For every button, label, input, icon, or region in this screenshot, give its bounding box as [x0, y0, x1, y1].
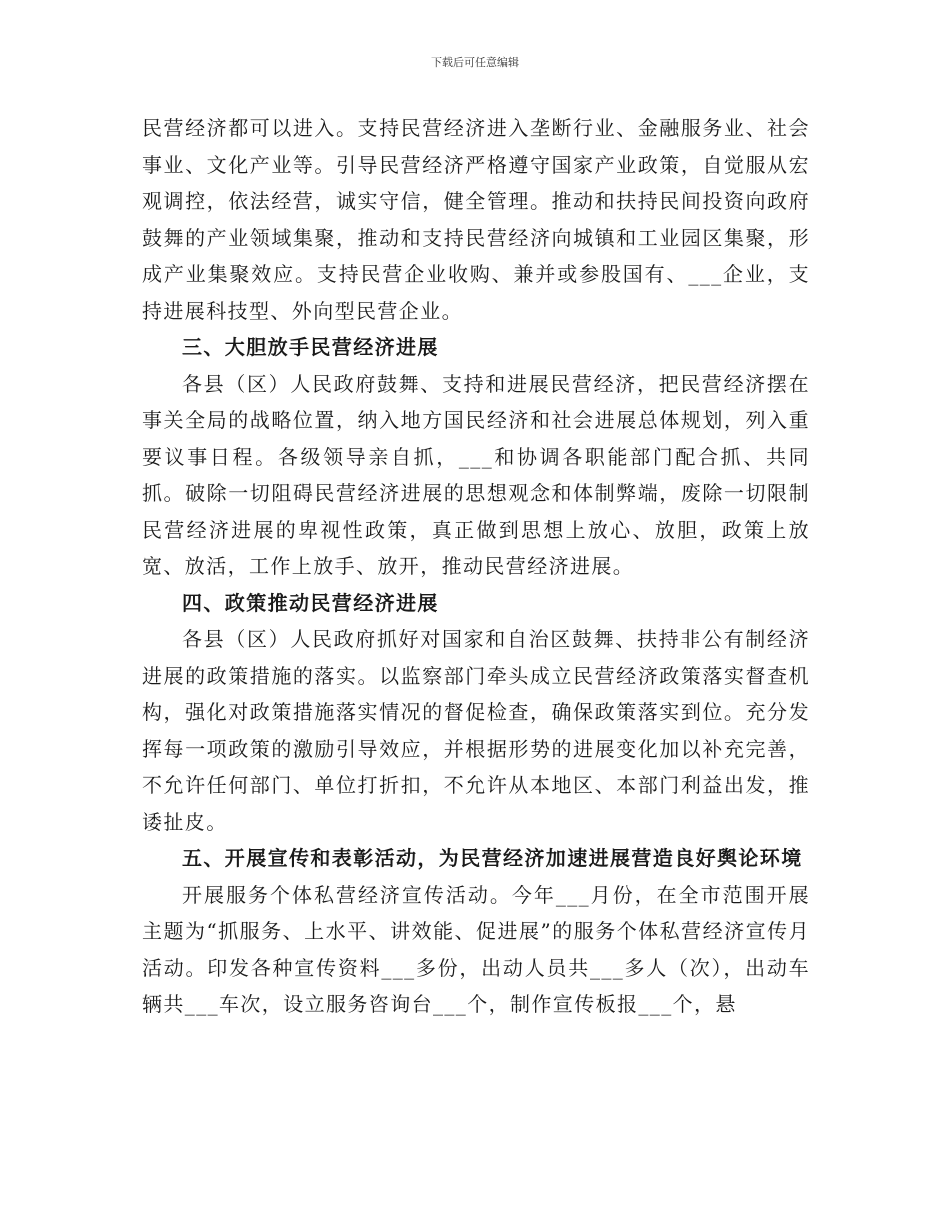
paragraph-section-5: 开展服务个体私营经济宣传活动。今年___月份，在全市范围开展主题为“抓服务、上水平、讲效能、促进展”的服务个体私营经济宣传月活动。印发各种宣传资料___多份，出动人员共___多人（次），出动车辆共___车次，设立服务咨询台___个，制作宣传板报___个，悬: [142, 882, 810, 1016]
section-heading-3: 三、大胆放手民营经济进展: [182, 335, 439, 359]
section-heading-4: 四、政策推动民营经济进展: [182, 590, 439, 615]
paragraph-section-4: 各县（区）人民政府抓好对国家和自治区鼓舞、扶持非公有制经济进展的政策措施的落实。以监察部门牵头成立民营经济政策落实督查机构，强化对政策措施落实情况的督促检查，确保政策落实到位。充分发挥每一项政策的激励引导效应，并根据形势的进展变化加以补充完善，不允许任何部门、单位打折扣，不允许从本地区、本部门利益出发，推诿扯皮。: [142, 627, 810, 834]
paragraph-continuation: 民营经济都可以进入。支持民营经济进入垄断行业、金融服务业、社会事业、文化产业等。引导民营经济严格遵守国家产业政策，自觉服从宏观调控，依法经营，诚实守信，健全管理。推动和扶持民间投资向政府鼓舞的产业领域集聚，推动和支持民营经济向城镇和工业园区集聚，形成产业集聚效应。支持民营企业收购、兼并或参股国有、___企业，支持进展科技型、外向型民营企业。: [142, 116, 810, 323]
document-body: [142, 110, 810, 1023]
page-header: 下载后可任意编辑: [431, 56, 519, 69]
section-heading-5: 五、开展宣传和表彰活动，为民营经济加速进展营造良好舆论环境: [182, 846, 803, 870]
paragraph-section-3: 各县（区）人民政府鼓舞、支持和进展民营经济，把民营经济摆在事关全局的战略位置，纳入地方国民经济和社会进展总体规划，列入重要议事日程。各级领导亲自抓，___和协调各职能部门配合抓、共同抓。破除一切阻碍民营经济进展的思想观念和体制弊端，废除一切限制民营经济进展的卑视性政策，真正做到思想上放心、放胆，政策上放宽、放活，工作上放手、放开，推动民营经济进展。: [142, 371, 810, 578]
